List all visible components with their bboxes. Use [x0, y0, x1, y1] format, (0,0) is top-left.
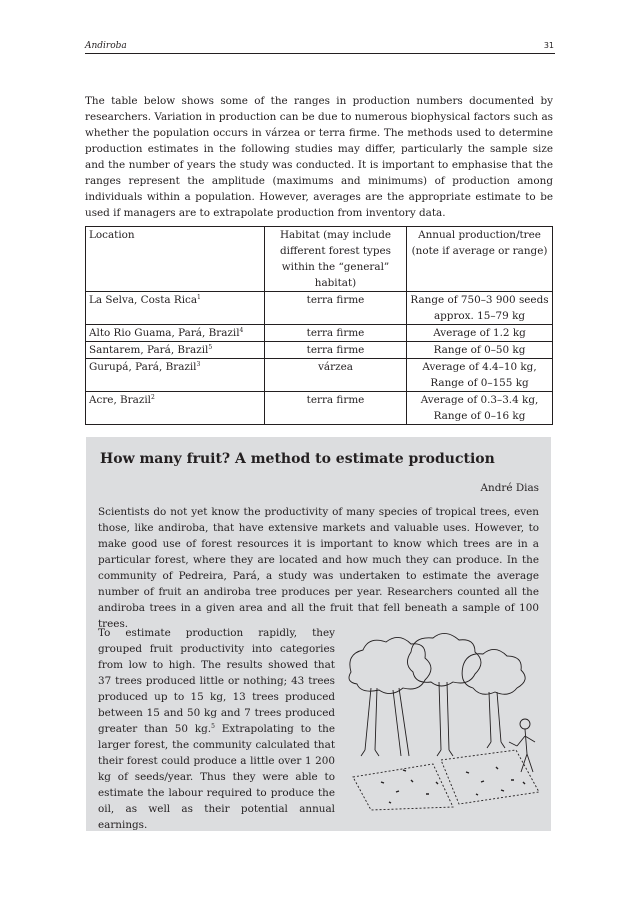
intro-paragraph: The table below shows some of the ranges in production numbers documented by researchers. Variation in production can be due to numerous biophysical factors such as whether the population occurs in várzea or terra firme. The methods used to determine production estimates in the following studies may differ, particularly the sample size and the number of years the study was conducted. It is important to emphasise that the ranges represent the amplitude (maximums and minimums) of production among individuals within a population. However, averages are the appropriate estimate to be used if managers are to extrapolate production from inventory data.: [85, 95, 553, 219]
trees-illustration: [341, 632, 546, 812]
tree-crown-right: [462, 649, 525, 694]
header-location: Location: [86, 227, 265, 292]
cell-location: Alto Rio Guama, Pará, Brazil$^4$: [86, 325, 265, 342]
fallen-fruit: [381, 767, 525, 803]
cell-production: Average of 0.3–3.4 kg, Range of 0–16 kg: [407, 392, 553, 425]
sample-plot-right: [441, 750, 539, 804]
cell-habitat: terra firme: [265, 392, 407, 425]
cell-production: Average of 1.2 kg: [407, 325, 553, 342]
sample-plot-left: [353, 764, 453, 810]
footnote-ref: 1: [197, 294, 201, 301]
table-header-row: [86, 227, 553, 292]
cell-location: Gurupá, Pará, Brazil$^3$: [86, 359, 265, 392]
header-annual-production: Annual production/tree (note if average or range): [407, 227, 553, 292]
sidebar-box: [86, 437, 551, 831]
footnote-ref: 5: [208, 344, 213, 351]
tree-crown-middle: [407, 633, 481, 686]
cell-habitat: várzea: [265, 359, 407, 392]
footnote-ref: 3: [196, 361, 201, 368]
table-row: [86, 292, 553, 325]
cell-location: Acre, Brazil$^2$: [86, 392, 265, 425]
footnote-ref: 4: [239, 327, 244, 334]
table-row: [86, 359, 553, 392]
table-row: [86, 342, 553, 359]
cell-location: Santarem, Pará, Brazil$^5$: [86, 342, 265, 359]
cell-production: Range of 750–3 900 seeds approx. 15–79 kg: [407, 292, 553, 325]
box-title: How many fruit? A method to estimate production: [100, 451, 495, 467]
box-paragraph-1: Scientists do not yet know the productivity of many species of tropical trees, even those, like andiroba, that have extensive markets and valuable uses. However, to make good use of forest resources it is important to know which trees are in a particular forest, where they are located and how much they can produce. In the community of Pedreira, Pará, a study was undertaken to estimate the average number of fruit an andiroba tree produces per year. Researchers counted all the andiroba trees in a given area and all the fruit that fell beneath a sample of 100 trees.: [98, 506, 539, 630]
footnote-ref: 5: [211, 723, 215, 730]
page-number: 31: [543, 41, 554, 50]
footnote-ref: 2: [150, 394, 155, 401]
cell-habitat: terra firme: [265, 292, 407, 325]
tree-trunk-middle: [437, 682, 453, 756]
cell-habitat: terra firme: [265, 325, 407, 342]
running-title: Andiroba: [85, 41, 127, 51]
header-habitat: Habitat (may include different forest types within the “general” habitat): [265, 227, 407, 292]
running-header: [85, 39, 555, 54]
cell-production: Average of 4.4–10 kg, Range of 0–155 kg: [407, 359, 553, 392]
person-body: [517, 729, 535, 772]
cell-location: La Selva, Costa Rica$^1$: [86, 292, 265, 325]
tree-crown-left: [349, 637, 431, 693]
box-author: André Dias: [480, 482, 539, 494]
table-row: [86, 325, 553, 342]
table-row: [86, 392, 553, 425]
tree-trunk-left: [365, 688, 409, 756]
tree-trunk-right: [487, 692, 505, 748]
person-head: [520, 719, 530, 729]
cell-habitat: terra firme: [265, 342, 407, 359]
cell-production: Range of 0–50 kg: [407, 342, 553, 359]
production-table: [85, 226, 553, 425]
box-paragraph-2: To estimate production rapidly, they grouped fruit productivity into categories from low to high. The results showed that 37 trees produced little or nothing; 43 trees produced up to 15 kg, 13 trees produced between 15 and 50 kg and 7 trees produced greater than 50 kg.$^5$ Extrapolating to the larger forest, the community calculated that their forest could produce a little over 1 200 kg of seeds/year. Thus they were able to estimate the labour required to produce the oil, as well as their potential annual earnings.: [98, 627, 335, 831]
